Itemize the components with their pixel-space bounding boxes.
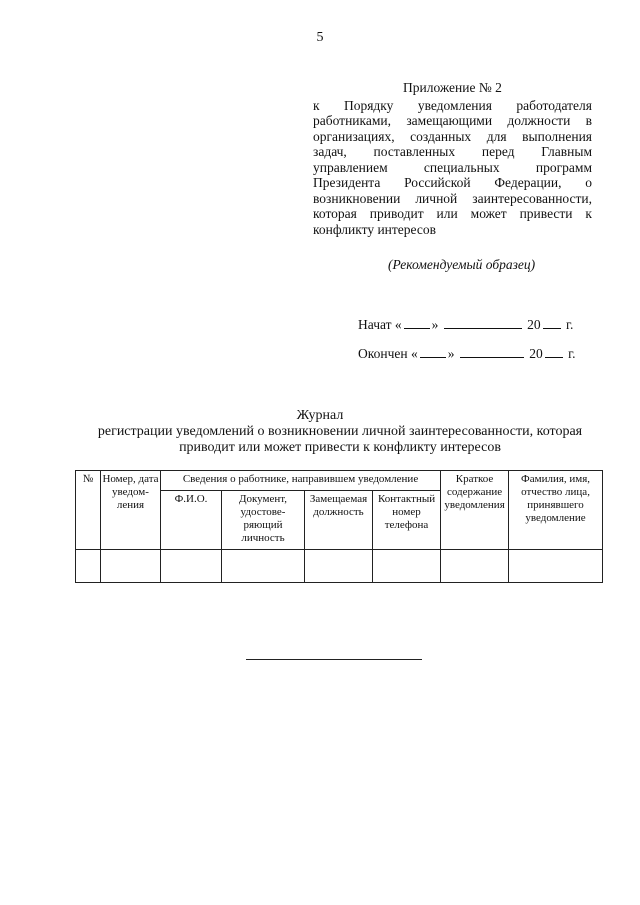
header-cell-position: Замещаемая должность: [305, 491, 373, 550]
register-table: [75, 470, 603, 583]
table-cell: [441, 550, 509, 583]
end-month-blank: [460, 345, 524, 358]
table-cell: [101, 550, 161, 583]
end-day-blank: [420, 345, 446, 358]
appendix-body: к Порядку уведомления работодателя работниками, замещающими должности в организациях, созданных для выполнения задач, поставленных перед Главным управлением специальных программ Президента Российской Федерации, о возникновении личной заинтересованности, которая приводит или может привести к конфликту интересов: [313, 97, 592, 237]
header-cell-no: №: [76, 471, 101, 550]
header-cell-receiver: Фамилия, имя, отчество лица, принявшего уведомление: [509, 471, 603, 550]
table-cell: [373, 550, 441, 583]
header-cell-phone: Контактный номер телефона: [373, 491, 441, 550]
journal-title: Журнал: [296, 408, 344, 423]
start-year-suffix: г.: [566, 317, 574, 332]
table-cell: [305, 550, 373, 583]
journal-subtitle: регистрации уведомлений о возникновении личной заинтересованности, которая приводит или может привести к конфликту интересов: [97, 424, 583, 455]
start-date-line: [358, 316, 573, 333]
bottom-divider: [246, 659, 422, 660]
start-year-prefix: 20: [527, 317, 541, 332]
table-cell: [161, 550, 222, 583]
end-year-prefix: 20: [529, 346, 543, 361]
header-cell-summary: Краткое содержание уведомления: [441, 471, 509, 550]
table-cell: [222, 550, 305, 583]
end-year-suffix: г.: [568, 346, 576, 361]
header-cell-fio: Ф.И.О.: [161, 491, 222, 550]
table-row: [76, 550, 603, 583]
start-date-label: Начат: [358, 317, 392, 332]
sample-note: (Рекомендуемый образец): [388, 257, 536, 272]
header-cell-employee-group: Сведения о работнике, направившем уведомление: [161, 471, 441, 491]
start-close-quote: »: [431, 317, 439, 332]
end-year-blank: [545, 345, 563, 358]
appendix-block: [313, 80, 592, 237]
start-year-blank: [543, 316, 561, 329]
header-cell-document: Документ, удостове-ряющий личность: [222, 491, 305, 550]
appendix-title: Приложение № 2: [403, 80, 502, 95]
header-cell-number-date: Номер, дата уведом-ления: [101, 471, 161, 550]
end-date-line: [358, 345, 576, 362]
end-date-label: Окончен: [358, 346, 408, 361]
start-month-blank: [444, 316, 522, 329]
start-open-quote: «: [394, 317, 402, 332]
end-open-quote: «: [410, 346, 418, 361]
start-day-blank: [404, 316, 430, 329]
page-number: 5: [316, 30, 324, 45]
table-cell: [76, 550, 101, 583]
end-close-quote: »: [447, 346, 455, 361]
table-cell: [509, 550, 603, 583]
